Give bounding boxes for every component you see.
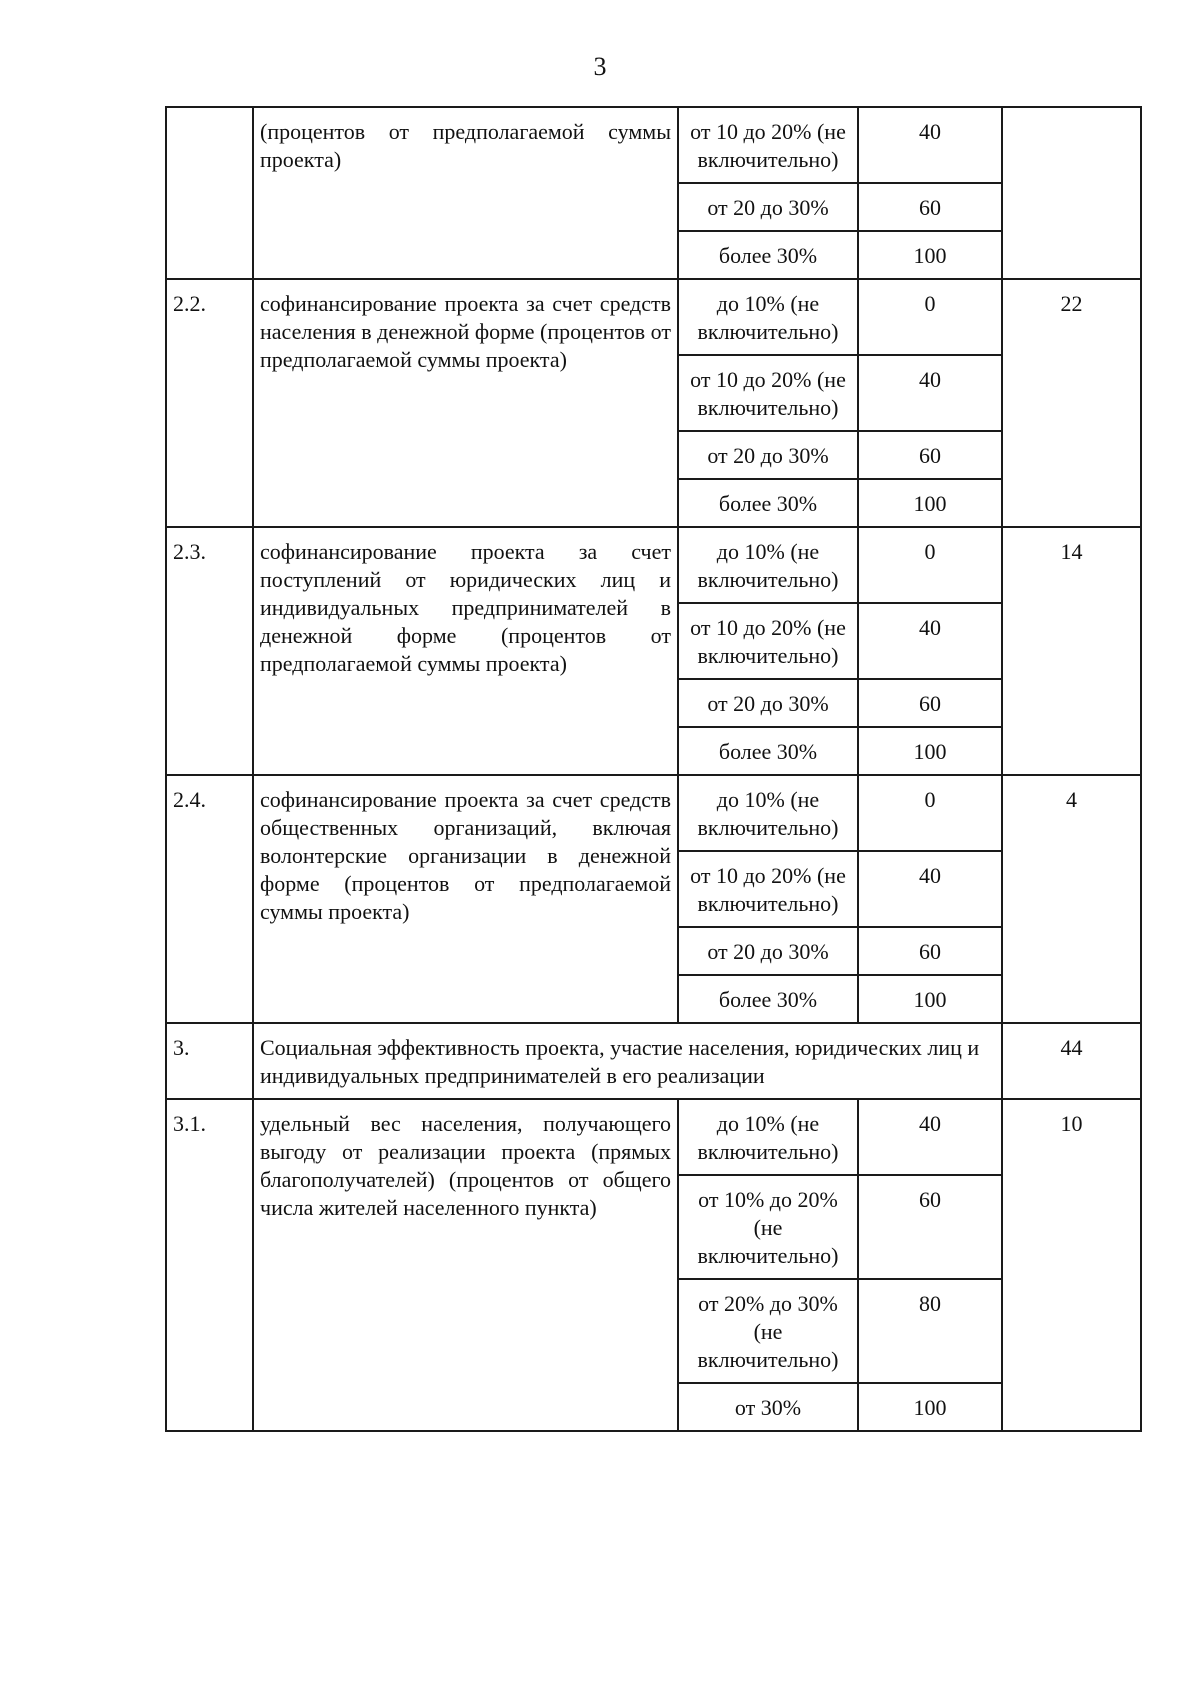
grade-range: от 10 до 20% (не включительно) — [678, 107, 858, 183]
criterion-weight: 44 — [1002, 1023, 1141, 1099]
grade-range: до 10% (не включительно) — [678, 279, 858, 355]
criterion-weight: 14 — [1002, 527, 1141, 775]
grade-points: 100 — [858, 231, 1002, 279]
grade-points: 60 — [858, 183, 1002, 231]
criterion-weight: 10 — [1002, 1099, 1141, 1431]
criterion-number: 2.2. — [166, 279, 253, 527]
grade-range: до 10% (не включительно) — [678, 1099, 858, 1175]
grade-points: 80 — [858, 1279, 1002, 1383]
criterion-number: 2.4. — [166, 775, 253, 1023]
grade-range: до 10% (не включительно) — [678, 775, 858, 851]
grade-range: от 10 до 20% (не включительно) — [678, 603, 858, 679]
table-row — [166, 279, 1141, 355]
criteria-table-body — [166, 107, 1141, 1431]
grade-points: 40 — [858, 355, 1002, 431]
criterion-description: (процентов от предполагаемой суммы проекта) — [253, 107, 678, 279]
grade-range: от 20 до 30% — [678, 679, 858, 727]
grade-range: от 10 до 20% (не включительно) — [678, 355, 858, 431]
grade-points: 0 — [858, 775, 1002, 851]
grade-range: более 30% — [678, 231, 858, 279]
criterion-description: Социальная эффективность проекта, участие населения, юридических лиц и индивидуальных предпринимателей в его реализации — [253, 1023, 1002, 1099]
grade-range: от 20 до 30% — [678, 927, 858, 975]
grade-points: 0 — [858, 279, 1002, 355]
grade-points: 40 — [858, 603, 1002, 679]
criterion-number — [166, 107, 253, 279]
grade-range: от 10% до 20% (не включительно) — [678, 1175, 858, 1279]
table-row — [166, 107, 1141, 183]
criterion-number: 3.1. — [166, 1099, 253, 1431]
criterion-weight: 4 — [1002, 775, 1141, 1023]
grade-points: 60 — [858, 679, 1002, 727]
criterion-number: 2.3. — [166, 527, 253, 775]
grade-range: более 30% — [678, 479, 858, 527]
grade-range: от 10 до 20% (не включительно) — [678, 851, 858, 927]
table-row — [166, 527, 1141, 603]
grade-points: 100 — [858, 975, 1002, 1023]
criterion-weight — [1002, 107, 1141, 279]
criterion-description: софинансирование проекта за счет средств населения в денежной форме (процентов от предполагаемой суммы проекта) — [253, 279, 678, 527]
criterion-description: софинансирование проекта за счет средств общественных организаций, включая волонтерские организации в денежной форме (процентов от предполагаемой суммы проекта) — [253, 775, 678, 1023]
grade-range: от 20% до 30% (не включительно) — [678, 1279, 858, 1383]
grade-range: более 30% — [678, 727, 858, 775]
grade-points: 0 — [858, 527, 1002, 603]
criterion-number: 3. — [166, 1023, 253, 1099]
grade-points: 40 — [858, 1099, 1002, 1175]
criterion-description: софинансирование проекта за счет поступлений от юридических лиц и индивидуальных предпринимателей в денежной форме (процентов от предполагаемой суммы проекта) — [253, 527, 678, 775]
criterion-weight: 22 — [1002, 279, 1141, 527]
grade-range: от 20 до 30% — [678, 183, 858, 231]
grade-points: 100 — [858, 1383, 1002, 1431]
criterion-description: удельный вес населения, получающего выгоду от реализации проекта (прямых благополучателей) (процентов от общего числа жителей населенного пункта) — [253, 1099, 678, 1431]
grade-range: до 10% (не включительно) — [678, 527, 858, 603]
grade-points: 40 — [858, 107, 1002, 183]
table-row — [166, 1099, 1141, 1175]
table-row — [166, 775, 1141, 851]
page-number: 3 — [593, 52, 607, 81]
grade-points: 60 — [858, 927, 1002, 975]
table-row — [166, 1023, 1141, 1099]
grade-range: от 20 до 30% — [678, 431, 858, 479]
grade-range: от 30% — [678, 1383, 858, 1431]
grade-points: 60 — [858, 1175, 1002, 1279]
grade-points: 100 — [858, 727, 1002, 775]
grade-points: 40 — [858, 851, 1002, 927]
grade-points: 60 — [858, 431, 1002, 479]
criteria-table — [165, 106, 1142, 1432]
grade-range: более 30% — [678, 975, 858, 1023]
grade-points: 100 — [858, 479, 1002, 527]
